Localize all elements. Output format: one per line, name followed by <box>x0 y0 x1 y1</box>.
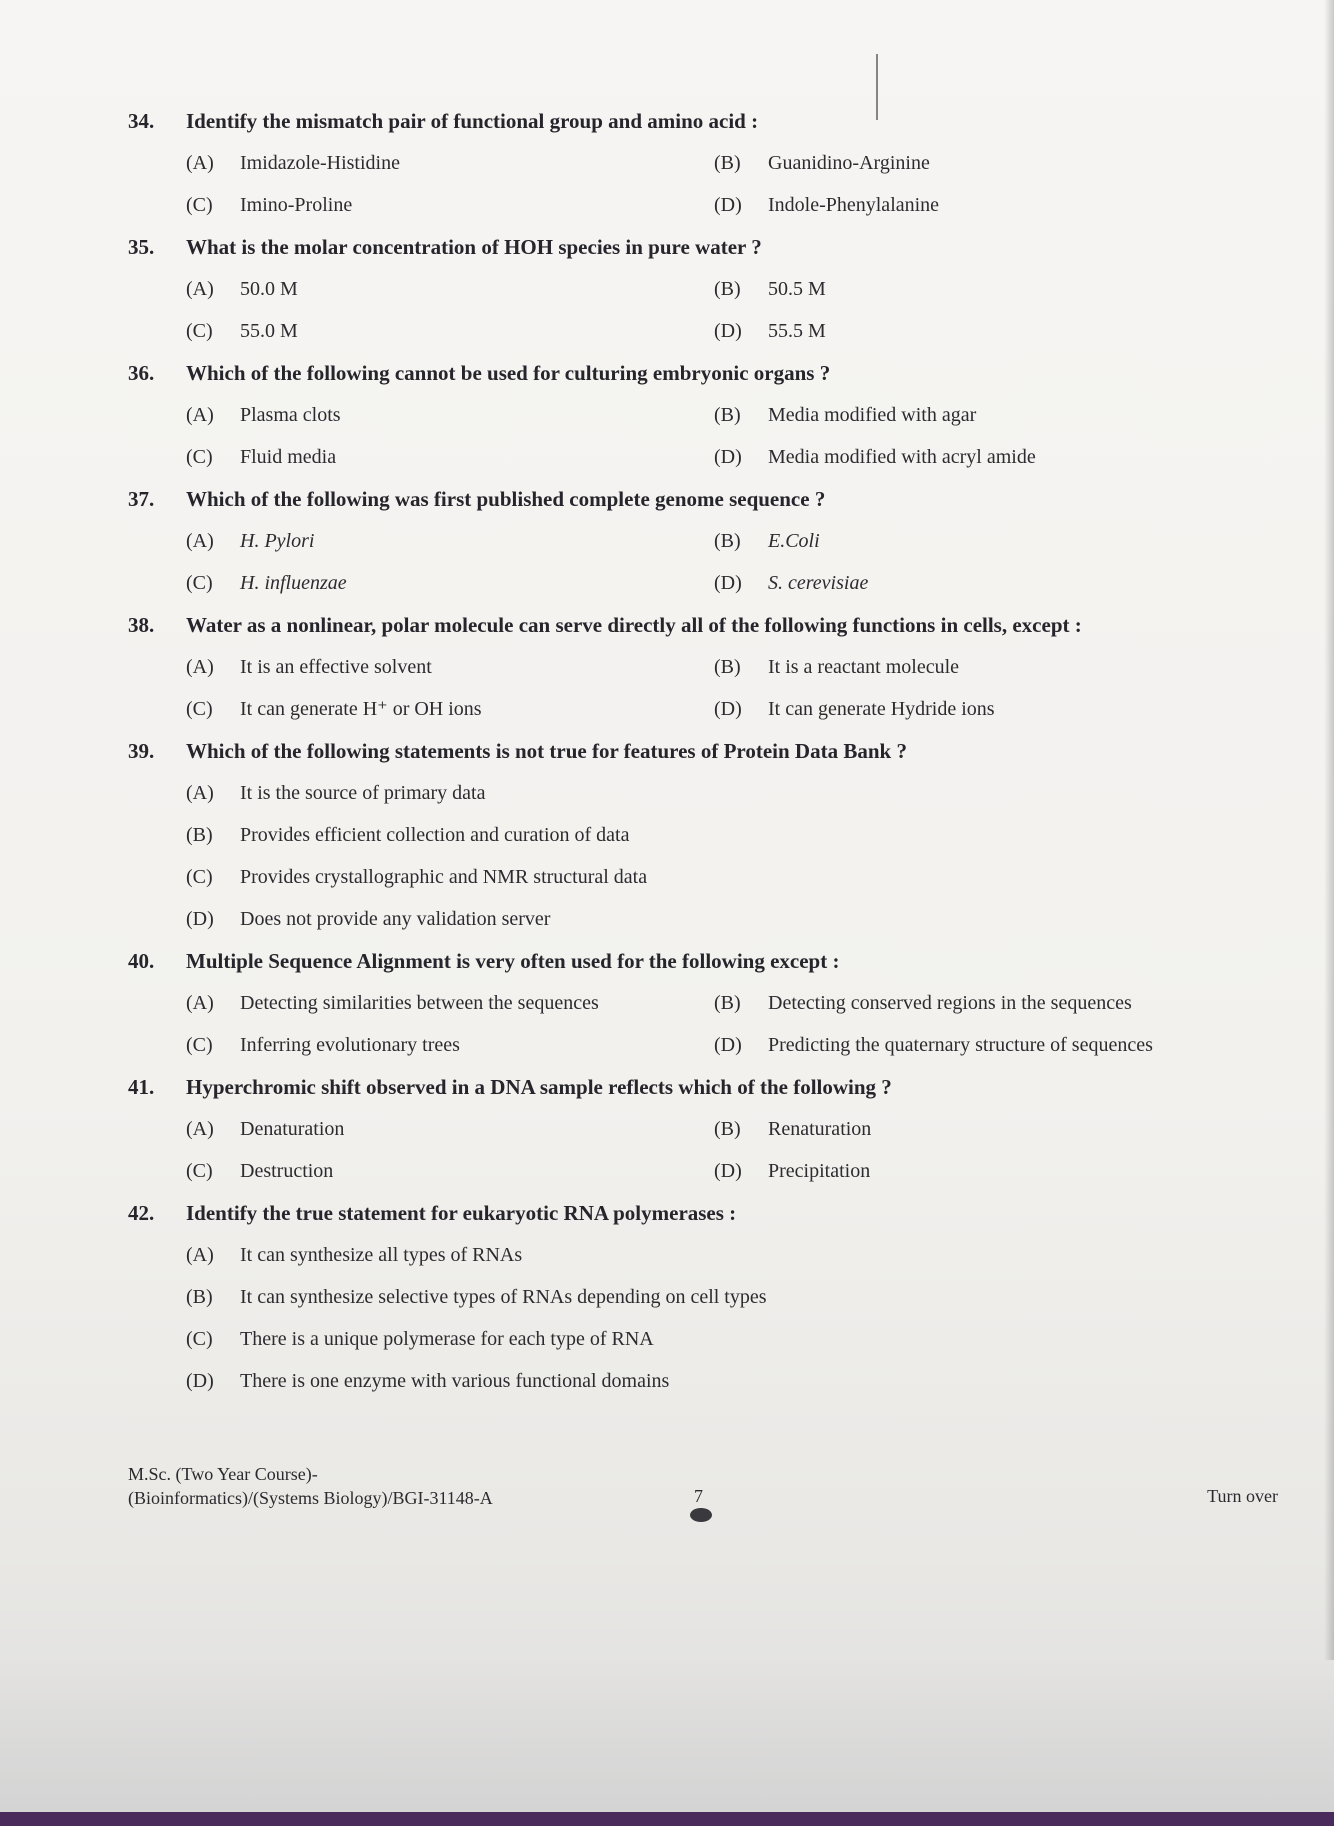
option-d <box>186 1368 1278 1394</box>
page-number: 7 <box>694 1486 703 1506</box>
page-footer <box>128 1462 1278 1522</box>
question-heading <box>128 234 1278 260</box>
option-c <box>186 192 714 218</box>
question-heading <box>128 360 1278 386</box>
question-heading <box>128 948 1278 974</box>
option-c <box>186 444 714 470</box>
option-a <box>186 1242 1278 1268</box>
question-list <box>128 108 1278 1410</box>
option-text: Destruction <box>240 1160 334 1182</box>
option-d <box>714 318 1314 344</box>
option-d <box>714 444 1314 470</box>
option-d <box>714 696 1314 722</box>
option-group <box>128 276 1278 344</box>
option-b <box>714 276 1314 302</box>
option-text: It can generate Hydride ions <box>768 698 995 720</box>
option-a <box>186 402 714 428</box>
option-letter: (A) <box>186 152 214 174</box>
turn-over-note: Turn over <box>1207 1486 1278 1506</box>
option-text: There is one enzyme with various functional domains <box>240 1370 670 1392</box>
option-a <box>186 150 714 176</box>
option-text: E.Coli <box>768 530 820 552</box>
option-a <box>186 1116 714 1142</box>
option-text: It can synthesize all types of RNAs <box>240 1244 523 1266</box>
option-group <box>128 1116 1278 1184</box>
option-d <box>714 192 1314 218</box>
option-text: Media modified with acryl amide <box>768 446 1036 468</box>
question-number: 39. <box>128 739 155 763</box>
page-edge-shadow <box>1324 0 1334 1660</box>
option-text: Imino-Proline <box>240 194 353 216</box>
question-text: Which of the following statements is not true for features of Protein Data Bank ? <box>186 739 907 763</box>
question-heading <box>128 1074 1278 1100</box>
option-a <box>186 990 714 1016</box>
question-number: 42. <box>128 1201 155 1225</box>
option-letter: (D) <box>714 194 742 216</box>
option-text: H. influenzae <box>240 572 347 594</box>
option-c <box>186 1326 1278 1352</box>
question-35 <box>128 234 1278 344</box>
option-text: It is the source of primary data <box>240 782 486 804</box>
option-text: Denaturation <box>240 1118 345 1140</box>
option-letter: (A) <box>186 1118 214 1140</box>
question-number: 37. <box>128 487 155 511</box>
option-text: Media modified with agar <box>768 404 977 426</box>
option-letter: (A) <box>186 278 214 300</box>
option-text: Plasma clots <box>240 404 341 426</box>
question-heading <box>128 738 1278 764</box>
option-letter: (A) <box>186 656 214 678</box>
option-letter: (C) <box>186 1160 213 1182</box>
option-group <box>128 150 1278 218</box>
option-a <box>186 276 714 302</box>
option-text: Inferring evolutionary trees <box>240 1034 460 1056</box>
option-d <box>714 1158 1314 1184</box>
option-d <box>714 570 1314 596</box>
option-letter: (B) <box>714 992 741 1014</box>
option-text: Renaturation <box>768 1118 872 1140</box>
option-letter: (D) <box>186 908 214 930</box>
ink-blot-mark <box>690 1508 712 1522</box>
option-d <box>186 906 1278 932</box>
option-text: Indole-Phenylalanine <box>768 194 940 216</box>
option-letter: (B) <box>714 656 741 678</box>
question-text: Identify the true statement for eukaryotic RNA polymerases : <box>186 1201 737 1225</box>
option-letter: (B) <box>714 152 741 174</box>
option-b <box>714 150 1314 176</box>
option-text: It can synthesize selective types of RNAs depending on cell types <box>240 1286 767 1308</box>
option-text: It is an effective solvent <box>240 656 432 678</box>
option-text: It is a reactant molecule <box>768 656 960 678</box>
question-36 <box>128 360 1278 470</box>
option-group <box>128 990 1278 1058</box>
option-text: Imidazole-Histidine <box>240 152 400 174</box>
footer-course-code <box>128 1462 493 1510</box>
option-text: Detecting conserved regions in the sequences <box>768 992 1132 1014</box>
option-text: 55.0 M <box>240 320 298 342</box>
option-letter: (B) <box>186 1286 213 1308</box>
option-a <box>186 654 714 680</box>
option-letter: (B) <box>714 404 741 426</box>
option-text: Fluid media <box>240 446 337 468</box>
option-letter: (D) <box>714 1160 742 1182</box>
question-37 <box>128 486 1278 596</box>
option-letter: (A) <box>186 992 214 1014</box>
option-letter: (C) <box>186 194 213 216</box>
question-heading <box>128 108 1278 134</box>
question-number: 36. <box>128 361 155 385</box>
option-letter: (A) <box>186 404 214 426</box>
option-d <box>714 1032 1314 1058</box>
question-text: Water as a nonlinear, polar molecule can serve directly all of the following functions in cells, except : <box>186 613 1082 637</box>
option-text: Predicting the quaternary structure of sequences <box>768 1034 1153 1056</box>
scan-shadow <box>0 1660 1334 1812</box>
option-b <box>714 654 1314 680</box>
option-letter: (D) <box>186 1370 214 1392</box>
option-b <box>714 1116 1314 1142</box>
option-letter: (B) <box>714 1118 741 1140</box>
option-letter: (C) <box>186 1328 213 1350</box>
option-text: S. cerevisiae <box>768 572 869 594</box>
option-group <box>128 654 1278 722</box>
question-text: Hyperchromic shift observed in a DNA sample reflects which of the following ? <box>186 1075 892 1099</box>
option-letter: (A) <box>186 782 214 804</box>
option-text: 50.5 M <box>768 278 826 300</box>
question-heading <box>128 612 1278 638</box>
question-number: 41. <box>128 1075 155 1099</box>
option-letter: (C) <box>186 866 213 888</box>
footer-course-line-1: M.Sc. (Two Year Course)- <box>128 1464 318 1484</box>
option-text: Precipitation <box>768 1160 871 1182</box>
option-group <box>128 780 1278 932</box>
option-c <box>186 1032 714 1058</box>
option-b <box>186 822 1278 848</box>
option-letter: (B) <box>714 278 741 300</box>
question-text: Multiple Sequence Alignment is very often used for the following except : <box>186 949 840 973</box>
option-letter: (C) <box>186 572 213 594</box>
question-38 <box>128 612 1278 722</box>
option-a <box>186 780 1278 806</box>
option-letter: (A) <box>186 1244 214 1266</box>
option-text: There is a unique polymerase for each type of RNA <box>240 1328 654 1350</box>
question-number: 34. <box>128 109 155 133</box>
question-text: Which of the following cannot be used for culturing embryonic organs ? <box>186 361 831 385</box>
question-heading <box>128 1200 1278 1226</box>
option-letter: (C) <box>186 446 213 468</box>
option-text: It can generate H⁺ or OH ions <box>240 698 482 720</box>
option-c <box>186 864 1278 890</box>
option-c <box>186 1158 714 1184</box>
option-letter: (D) <box>714 446 742 468</box>
option-group <box>128 1242 1278 1394</box>
option-text: Detecting similarities between the sequences <box>240 992 599 1014</box>
scan-border-bar <box>0 1812 1334 1826</box>
question-number: 35. <box>128 235 155 259</box>
option-text: H. Pylori <box>240 530 315 552</box>
option-text: Guanidino-Arginine <box>768 152 930 174</box>
option-group <box>128 528 1278 596</box>
option-text: 50.0 M <box>240 278 298 300</box>
question-number: 38. <box>128 613 155 637</box>
option-text: Does not provide any validation server <box>240 908 551 930</box>
option-letter: (C) <box>186 1034 213 1056</box>
option-b <box>714 990 1314 1016</box>
option-letter: (C) <box>186 698 213 720</box>
option-letter: (D) <box>714 1034 742 1056</box>
option-c <box>186 318 714 344</box>
question-number: 40. <box>128 949 155 973</box>
option-b <box>714 528 1314 554</box>
question-40 <box>128 948 1278 1058</box>
question-heading <box>128 486 1278 512</box>
option-b <box>714 402 1314 428</box>
option-letter: (D) <box>714 320 742 342</box>
option-b <box>186 1284 1278 1310</box>
option-text: 55.5 M <box>768 320 826 342</box>
option-c <box>186 696 714 722</box>
option-text: Provides crystallographic and NMR structural data <box>240 866 648 888</box>
option-text: Provides efficient collection and curation of data <box>240 824 630 846</box>
option-letter: (A) <box>186 530 214 552</box>
question-text: Identify the mismatch pair of functional group and amino acid : <box>186 109 759 133</box>
option-letter: (C) <box>186 320 213 342</box>
option-c <box>186 570 714 596</box>
option-letter: (B) <box>714 530 741 552</box>
question-41 <box>128 1074 1278 1184</box>
question-text: Which of the following was first published complete genome sequence ? <box>186 487 826 511</box>
question-42 <box>128 1200 1278 1394</box>
question-34 <box>128 108 1278 218</box>
question-text: What is the molar concentration of HOH species in pure water ? <box>186 235 762 259</box>
option-letter: (D) <box>714 698 742 720</box>
option-a <box>186 528 714 554</box>
option-letter: (B) <box>186 824 213 846</box>
footer-course-line-2: (Bioinformatics)/(Systems Biology)/BGI-31148-A <box>128 1488 493 1508</box>
option-letter: (D) <box>714 572 742 594</box>
option-group <box>128 402 1278 470</box>
question-39 <box>128 738 1278 932</box>
